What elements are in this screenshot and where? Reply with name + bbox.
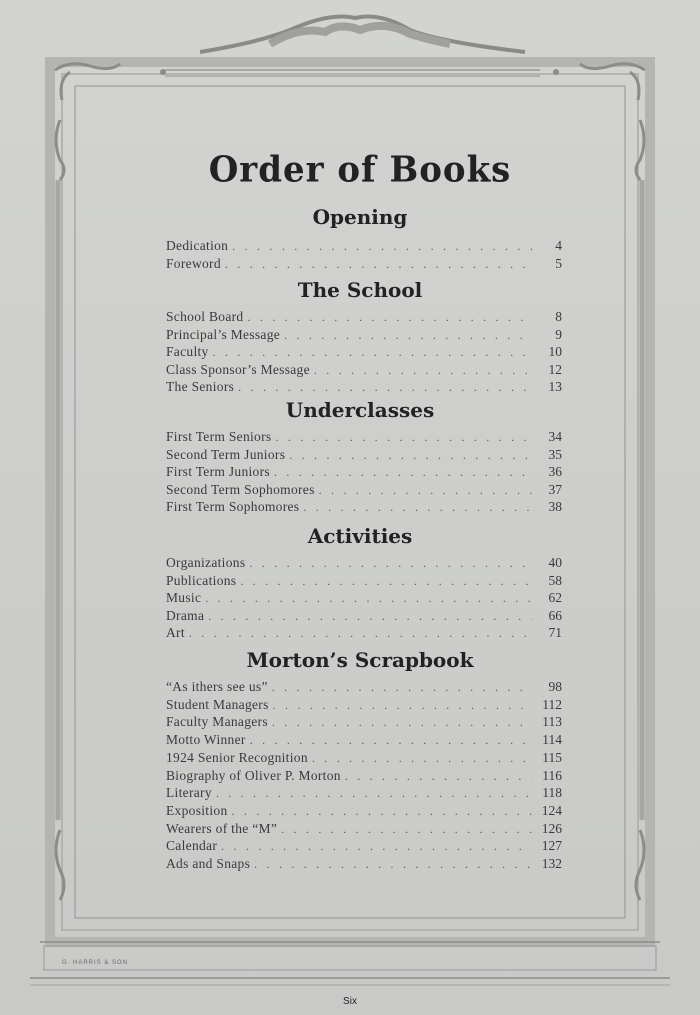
toc-entry-page: 113 bbox=[542, 714, 562, 730]
toc-entry-label: Biography of Oliver P. Morton bbox=[166, 767, 341, 783]
toc-entry-label: Calendar bbox=[166, 838, 218, 854]
toc-entry-label: 1924 Senior Recognition bbox=[166, 749, 308, 765]
toc-entry bbox=[166, 378, 562, 395]
toc-entry bbox=[166, 237, 562, 254]
toc-entry bbox=[166, 749, 562, 766]
dot-leader bbox=[247, 309, 532, 326]
toc-entry bbox=[166, 361, 562, 378]
toc-entry bbox=[166, 308, 562, 325]
toc-entry-label: The Seniors bbox=[166, 379, 235, 394]
toc-entry-label: Dedication bbox=[166, 238, 229, 253]
toc-entry bbox=[166, 713, 562, 730]
toc-entry-page: 124 bbox=[541, 802, 562, 818]
dot-leader bbox=[189, 625, 532, 642]
toc-entry-label: First Term Seniors bbox=[166, 429, 272, 444]
toc-entry-label: Art bbox=[166, 625, 185, 640]
toc-entry-label: Drama bbox=[166, 607, 205, 623]
toc-entry bbox=[166, 731, 562, 748]
dot-leader bbox=[314, 362, 532, 379]
toc-entry-label: Ads and Snaps bbox=[166, 856, 251, 871]
dot-leader bbox=[284, 327, 532, 344]
section-heading: Underclasses bbox=[285, 398, 435, 422]
toc-entry bbox=[166, 607, 562, 624]
toc-entry bbox=[166, 678, 562, 695]
toc-entry-page: 126 bbox=[541, 820, 562, 836]
toc-entry bbox=[166, 589, 562, 606]
toc-entry-page: 5 bbox=[555, 255, 562, 271]
section-heading: Opening bbox=[312, 205, 408, 229]
toc-entry-label: Publications bbox=[166, 572, 237, 588]
toc-entry-label: Second Term Sophomores bbox=[166, 481, 315, 497]
toc-entry-page: 12 bbox=[548, 361, 562, 377]
toc-entry-label: Faculty Managers bbox=[166, 714, 268, 730]
toc-entry-page: 10 bbox=[548, 344, 562, 359]
toc-entry bbox=[166, 554, 562, 571]
toc-entry bbox=[166, 837, 562, 854]
dot-leader bbox=[281, 821, 532, 838]
toc-entry-label: “As ithers see us” bbox=[166, 679, 268, 694]
dot-leader bbox=[232, 238, 532, 255]
dot-leader bbox=[250, 732, 532, 749]
toc-entry-label: First Term Juniors bbox=[166, 464, 270, 479]
toc-entry-label: Music bbox=[166, 590, 202, 605]
toc-entry-page: 13 bbox=[548, 379, 562, 394]
toc-entry-label: Student Managers bbox=[166, 696, 269, 712]
toc-entry bbox=[166, 624, 562, 641]
dot-leader bbox=[205, 590, 532, 607]
dot-leader bbox=[208, 608, 532, 625]
dot-leader bbox=[240, 573, 532, 590]
dot-leader bbox=[232, 803, 532, 820]
toc-entry bbox=[166, 784, 562, 801]
dot-leader bbox=[272, 714, 532, 731]
toc-entry-page: 38 bbox=[548, 499, 562, 514]
dot-leader bbox=[254, 856, 532, 873]
toc-entry-label: Motto Winner bbox=[166, 732, 246, 748]
toc-entry-label: Wearers of the “M” bbox=[166, 820, 278, 836]
toc-entry-label: Exposition bbox=[166, 802, 228, 818]
dot-leader bbox=[221, 838, 532, 855]
toc-entry-page: 118 bbox=[542, 785, 562, 801]
toc-entry bbox=[166, 326, 562, 343]
dot-leader bbox=[274, 464, 532, 481]
dot-leader bbox=[303, 499, 532, 516]
toc-entry-label: Second Term Juniors bbox=[166, 446, 286, 462]
toc-entry-page: 114 bbox=[542, 732, 562, 748]
toc-entry bbox=[166, 855, 562, 872]
toc-entry bbox=[166, 481, 562, 498]
dot-leader bbox=[275, 429, 532, 446]
page-number-footer: Six bbox=[343, 996, 357, 1007]
toc-entry-label: Organizations bbox=[166, 555, 246, 570]
toc-entry bbox=[166, 498, 562, 515]
toc-entry bbox=[166, 428, 562, 445]
section-heading: The School bbox=[297, 278, 423, 302]
toc-entry-page: 58 bbox=[548, 572, 562, 588]
toc-entry-page: 8 bbox=[555, 309, 562, 324]
toc-entry-page: 132 bbox=[541, 856, 562, 871]
toc-entry bbox=[166, 446, 562, 463]
toc-entry-page: 115 bbox=[542, 749, 562, 765]
toc-entry-label: Foreword bbox=[166, 255, 221, 271]
dot-leader bbox=[345, 768, 532, 785]
section-heading: Morton’s Scrapbook bbox=[246, 648, 474, 672]
toc-entry-page: 71 bbox=[548, 625, 562, 640]
toc-entry-page: 34 bbox=[548, 429, 562, 444]
dot-leader bbox=[319, 482, 532, 499]
toc-entry-page: 36 bbox=[548, 464, 562, 479]
artist-signature: G. HARRIS & SON bbox=[62, 960, 129, 966]
toc-entry bbox=[166, 802, 562, 819]
toc-entry bbox=[166, 463, 562, 480]
dot-leader bbox=[238, 379, 532, 396]
dot-leader bbox=[249, 555, 532, 572]
toc-entry-page: 116 bbox=[542, 767, 562, 783]
toc-entry bbox=[166, 767, 562, 784]
toc-entry-page: 37 bbox=[548, 481, 562, 497]
section-heading: Activities bbox=[307, 524, 413, 548]
toc-entry bbox=[166, 255, 562, 272]
dot-leader bbox=[213, 344, 532, 361]
dot-leader bbox=[272, 679, 532, 696]
toc-entry bbox=[166, 572, 562, 589]
toc-entry-page: 98 bbox=[548, 679, 562, 694]
toc-entry-page: 4 bbox=[555, 238, 562, 253]
toc-entry-page: 35 bbox=[548, 446, 562, 462]
toc-entry-page: 9 bbox=[555, 326, 562, 342]
toc-entry-label: Principal’s Message bbox=[166, 326, 281, 342]
toc-entry bbox=[166, 820, 562, 837]
dot-leader bbox=[216, 785, 532, 802]
toc-entry-label: School Board bbox=[166, 309, 244, 324]
toc-entry-label: Class Sponsor’s Message bbox=[166, 361, 310, 377]
toc-entry-label: Literary bbox=[166, 785, 212, 801]
dot-leader bbox=[312, 750, 532, 767]
toc-entry-page: 112 bbox=[542, 696, 562, 712]
toc-entry bbox=[166, 696, 562, 713]
toc-entry-page: 40 bbox=[548, 555, 562, 570]
toc-entry-label: Faculty bbox=[166, 344, 209, 359]
dot-leader bbox=[225, 256, 532, 273]
toc-entry-label: First Term Sophomores bbox=[166, 499, 300, 514]
toc-entry-page: 66 bbox=[548, 607, 562, 623]
dot-leader bbox=[273, 697, 532, 714]
toc-entry-page: 127 bbox=[541, 838, 562, 854]
toc-entry-page: 62 bbox=[548, 590, 562, 605]
toc-entry bbox=[166, 343, 562, 360]
dot-leader bbox=[289, 447, 532, 464]
page-title: Order of Books bbox=[208, 149, 512, 191]
